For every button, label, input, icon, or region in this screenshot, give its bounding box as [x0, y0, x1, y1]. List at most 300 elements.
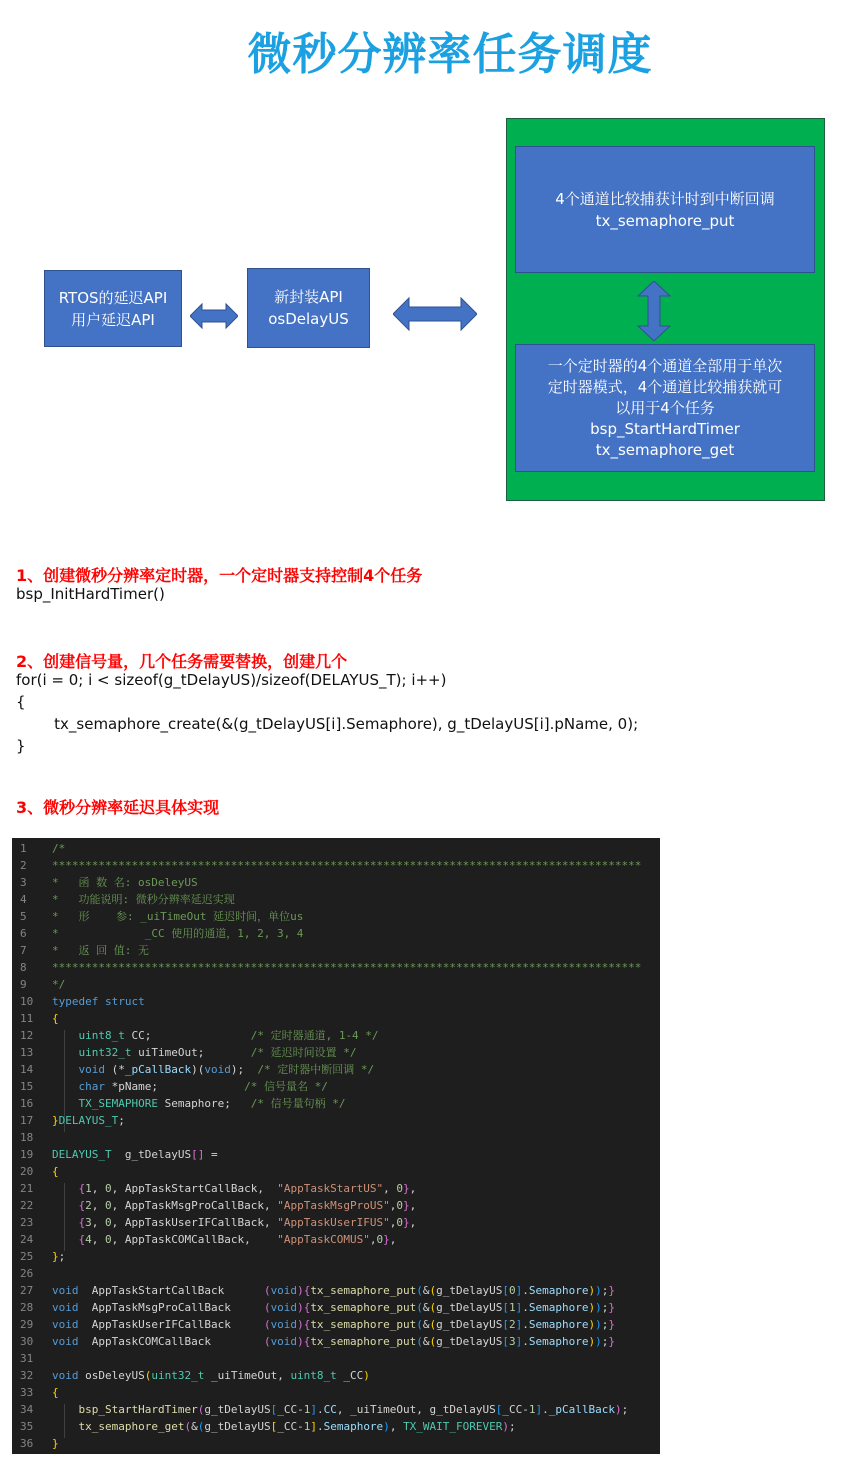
code-token — [52, 1080, 79, 1093]
code-token: bsp_StartHardTimer — [78, 1403, 198, 1416]
line-number: 14 — [20, 1063, 34, 1076]
code-text — [52, 976, 65, 993]
code-token: void — [78, 1063, 105, 1076]
code-token: . — [522, 1301, 529, 1314]
page-title: 微秒分辨率任务调度 — [247, 29, 653, 80]
code-token: ; — [601, 1335, 609, 1348]
code-text — [52, 1384, 59, 1401]
code-text — [52, 891, 235, 908]
code-token: ( — [197, 1420, 205, 1433]
new-api-line1: 新封装API — [274, 288, 343, 306]
code-token: } — [52, 1250, 59, 1263]
code-token: { — [78, 1233, 86, 1246]
code-token: , — [409, 1182, 417, 1195]
code-token: _uiTimeOut, — [204, 1369, 291, 1382]
code-token — [52, 1199, 79, 1212]
code-token: 0 — [396, 1182, 404, 1195]
line-number: 28 — [20, 1301, 34, 1314]
section-2-code-line-4: } — [16, 737, 26, 755]
code-text — [52, 1095, 345, 1112]
code-token: )( — [191, 1063, 205, 1076]
code-token: , — [389, 1199, 397, 1212]
code-token: ( — [416, 1301, 423, 1314]
code-token: ( — [263, 1284, 271, 1297]
code-line — [12, 1180, 660, 1197]
code-text — [52, 1078, 328, 1095]
line-number: 36 — [20, 1437, 34, 1450]
code-token: /* 定时器中断回调 */ — [257, 1063, 375, 1076]
code-token: void — [204, 1063, 231, 1076]
code-token: . — [316, 1403, 324, 1416]
line-number: 23 — [20, 1216, 34, 1229]
code-token: [ — [495, 1403, 503, 1416]
timer-box-line4: bsp_StartHardTimer — [590, 419, 740, 438]
code-token: g_tDelayUS — [204, 1403, 271, 1416]
code-token: CC — [323, 1403, 337, 1416]
code-token: { — [78, 1182, 86, 1195]
code-text — [52, 1367, 370, 1384]
code-text — [52, 857, 641, 874]
code-token: ( — [184, 1420, 192, 1433]
code-token: [ — [502, 1301, 510, 1314]
code-line — [12, 1163, 660, 1180]
code-token: , — [389, 1233, 397, 1246]
code-token: . — [522, 1284, 529, 1297]
line-number: 2 — [20, 859, 27, 872]
code-token: , AppTaskStartCallBack, — [111, 1182, 278, 1195]
code-token: "AppTaskCOMUS" — [277, 1233, 370, 1246]
code-text — [52, 959, 641, 976]
code-token: g_tDelayUS — [204, 1420, 271, 1433]
code-token: ; — [58, 1250, 66, 1263]
code-token: void — [270, 1301, 298, 1314]
line-number: 10 — [20, 995, 34, 1008]
code-token: , AppTaskMsgProCallBack, — [111, 1199, 278, 1212]
code-token: _CC- — [277, 1403, 304, 1416]
code-token: , AppTaskCOMCallBack, — [111, 1233, 278, 1246]
line-number: 27 — [20, 1284, 34, 1297]
section-1-code-line: bsp_InitHardTimer() — [16, 585, 165, 603]
line-number: 3 — [20, 876, 27, 889]
code-token: ( — [429, 1335, 437, 1348]
code-line — [12, 1027, 660, 1044]
code-token: ) — [595, 1318, 602, 1331]
code-token: ) — [363, 1369, 370, 1382]
code-token: g_tDelayUS — [436, 1318, 503, 1331]
code-line — [12, 840, 660, 857]
code-text — [52, 1197, 416, 1214]
code-token: , — [91, 1182, 105, 1195]
code-token: 0 — [105, 1216, 112, 1229]
code-token: Semaphore — [528, 1318, 589, 1331]
line-number: 8 — [20, 961, 27, 974]
rtos-box-line2: 用户延迟API — [71, 310, 155, 329]
code-line — [12, 1367, 660, 1384]
code-token: } — [403, 1199, 410, 1212]
code-token — [52, 1046, 79, 1059]
code-token: , — [369, 1233, 377, 1246]
code-token — [52, 1063, 79, 1076]
line-number: 1 — [20, 842, 27, 855]
code-token: ) — [383, 1420, 390, 1433]
code-token — [52, 1403, 79, 1416]
rtos-box-line1: RTOS的延迟API — [58, 288, 168, 307]
code-token: tx_semaphore_put — [310, 1335, 417, 1348]
code-token: ); — [230, 1063, 258, 1076]
code-text — [52, 908, 303, 925]
code-token: [ — [502, 1284, 510, 1297]
line-number: 32 — [20, 1369, 34, 1382]
code-text — [52, 874, 198, 891]
code-token — [52, 1216, 79, 1229]
line-number: 7 — [20, 944, 27, 957]
line-number: 21 — [20, 1182, 34, 1195]
code-token: ; — [601, 1318, 609, 1331]
code-token: 4 — [85, 1233, 92, 1246]
code-token: g_tDelayUS — [436, 1301, 503, 1314]
line-number: 30 — [20, 1335, 34, 1348]
code-token: tx_semaphore_put — [310, 1284, 417, 1297]
double-arrow-vertical — [637, 281, 671, 341]
line-number: 24 — [20, 1233, 34, 1246]
code-token: TX_WAIT_FOREVER — [403, 1420, 503, 1433]
code-token: "AppTaskMsgProUS" — [277, 1199, 390, 1212]
code-token: ( — [416, 1284, 423, 1297]
code-token: } — [383, 1233, 390, 1246]
code-token: ) — [297, 1335, 304, 1348]
code-token: void — [52, 1318, 79, 1331]
code-text — [52, 1435, 59, 1452]
new-api-box — [247, 268, 370, 348]
code-token — [52, 1029, 79, 1042]
code-token: uint8_t — [78, 1029, 125, 1042]
code-token: , — [91, 1233, 105, 1246]
code-text — [52, 993, 145, 1010]
code-token: void — [52, 1284, 79, 1297]
line-number: 12 — [20, 1029, 34, 1042]
code-token: ] — [515, 1318, 523, 1331]
code-token: typedef struct — [52, 995, 145, 1008]
code-token: void — [270, 1284, 298, 1297]
code-token: void — [270, 1318, 298, 1331]
line-number: 16 — [20, 1097, 34, 1110]
code-token: uint8_t — [290, 1369, 337, 1382]
code-token: . — [522, 1318, 529, 1331]
code-token: 0 — [509, 1284, 516, 1297]
capture-box-line2: tx_semaphore_put — [595, 211, 735, 230]
section-3-heading: 3、微秒分辨率延迟具体实现 — [16, 798, 220, 817]
code-token: void — [52, 1301, 79, 1314]
code-token: TX_SEMAPHORE — [78, 1097, 158, 1110]
code-text — [52, 1061, 374, 1078]
code-line — [12, 942, 660, 959]
rtos-delay-api-box — [44, 270, 182, 347]
code-token: 0 — [396, 1216, 404, 1229]
code-token: ; — [509, 1420, 516, 1433]
capture-box-line1: 4个通道比较捕获计时到中断回调 — [555, 189, 775, 208]
code-token: "AppTaskStartUS" — [277, 1182, 384, 1195]
code-token: AppTaskStartCallBack — [78, 1284, 264, 1297]
code-token: Semaphore — [528, 1335, 589, 1348]
code-token: ; — [601, 1301, 609, 1314]
code-line — [12, 1112, 660, 1129]
section-1-heading: 1、创建微秒分辨率定时器，一个定时器支持控制4个任务 — [16, 566, 423, 585]
code-text — [52, 925, 303, 942]
code-token: _CC- — [502, 1403, 529, 1416]
code-token: } — [403, 1182, 410, 1195]
code-token: 2 — [85, 1199, 92, 1212]
code-token: { — [303, 1335, 311, 1348]
code-line — [12, 891, 660, 908]
line-number: 19 — [20, 1148, 34, 1161]
code-token: void — [270, 1335, 298, 1348]
code-token: ) — [588, 1284, 596, 1297]
code-token: ) — [588, 1335, 596, 1348]
line-number: 31 — [20, 1352, 34, 1365]
code-token: ) — [297, 1301, 304, 1314]
code-token: ] — [515, 1301, 523, 1314]
line-number: 5 — [20, 910, 27, 923]
code-line — [12, 1010, 660, 1027]
code-token: AppTaskMsgProCallBack — [78, 1301, 264, 1314]
code-token: tx_semaphore_get — [78, 1420, 185, 1433]
timer-channels-box — [515, 344, 815, 472]
code-token: ] — [310, 1403, 317, 1416]
code-token: 2 — [509, 1318, 516, 1331]
code-token: & — [422, 1301, 430, 1314]
code-token: 3 — [509, 1335, 516, 1348]
code-text — [52, 1112, 125, 1129]
code-token: g_tDelayUS — [111, 1148, 192, 1161]
code-line — [12, 1350, 660, 1367]
code-token: g_tDelayUS — [436, 1335, 503, 1348]
code-text — [52, 1418, 516, 1435]
line-number: 11 — [20, 1012, 34, 1025]
code-token: , — [91, 1216, 105, 1229]
code-token: & — [422, 1284, 430, 1297]
code-token: ) — [588, 1318, 596, 1331]
timer-box-line3: 以用于4个任务 — [615, 398, 715, 417]
code-token: ( — [416, 1318, 423, 1331]
code-token: _CC — [336, 1369, 364, 1382]
code-token: } — [608, 1301, 615, 1314]
code-token: _pCallBack — [548, 1403, 616, 1416]
code-line — [12, 925, 660, 942]
code-line — [12, 1333, 660, 1350]
code-line — [12, 1265, 660, 1282]
code-token: "AppTaskUserIFUS" — [277, 1216, 390, 1229]
code-token: 0 — [105, 1182, 112, 1195]
code-token: Semaphore — [528, 1301, 589, 1314]
code-line — [12, 1078, 660, 1095]
code-token: ; — [118, 1114, 125, 1127]
code-token: { — [78, 1216, 86, 1229]
code-token: Semaphore — [323, 1420, 384, 1433]
code-token: Semaphore; — [157, 1097, 251, 1110]
code-token: { — [52, 1386, 59, 1399]
code-text — [52, 1248, 65, 1265]
code-line — [12, 1044, 660, 1061]
code-token: /* 信号量句柄 */ — [250, 1097, 346, 1110]
code-line — [12, 908, 660, 925]
code-line — [12, 1435, 660, 1452]
code-token: [ — [270, 1420, 278, 1433]
code-token: ( — [263, 1301, 271, 1314]
code-text — [52, 1027, 379, 1044]
code-line — [12, 1401, 660, 1418]
code-token: ***************************************************************************************** — [52, 961, 642, 974]
code-text — [52, 840, 65, 857]
code-token: ( — [429, 1284, 437, 1297]
section-2-code-line-2: { — [16, 693, 26, 711]
code-token: } — [52, 1114, 59, 1127]
code-token: & — [422, 1318, 430, 1331]
code-line — [12, 1282, 660, 1299]
code-text — [52, 1401, 628, 1418]
code-line — [12, 1129, 660, 1146]
code-line — [12, 1146, 660, 1163]
timer-box-line1: 一个定时器的4个通道全部用于单次 — [547, 356, 783, 375]
code-token: CC; — [124, 1029, 251, 1042]
line-number: 9 — [20, 978, 27, 991]
code-token: ] — [515, 1335, 523, 1348]
code-text — [52, 1010, 59, 1027]
line-number: 26 — [20, 1267, 34, 1280]
code-line — [12, 993, 660, 1010]
code-token: * 返 回 值: 无 — [52, 944, 149, 957]
code-token: uint32_t — [151, 1369, 205, 1382]
code-token: [ — [270, 1403, 278, 1416]
code-token: ) — [615, 1403, 622, 1416]
code-token: tx_semaphore_put — [310, 1301, 417, 1314]
code-token: { — [303, 1301, 311, 1314]
code-line — [12, 1248, 660, 1265]
code-token: uiTimeOut; — [131, 1046, 251, 1059]
code-token: osDeleyUS — [78, 1369, 145, 1382]
code-token: /* 定时器通道, 1-4 */ — [250, 1029, 379, 1042]
line-number: 20 — [20, 1165, 34, 1178]
code-token: } — [608, 1335, 615, 1348]
code-token: ( — [263, 1335, 271, 1348]
code-text — [52, 1214, 416, 1231]
code-text — [52, 1044, 356, 1061]
code-token: char — [78, 1080, 105, 1093]
code-token: ; — [621, 1403, 629, 1416]
code-text — [52, 1146, 218, 1163]
code-token: DELAYUS_T — [58, 1114, 119, 1127]
code-token: ( — [144, 1369, 152, 1382]
code-token: 3 — [85, 1216, 92, 1229]
line-number: 25 — [20, 1250, 34, 1263]
code-line — [12, 959, 660, 976]
code-text — [52, 1180, 416, 1197]
code-token: ) — [595, 1301, 602, 1314]
code-text — [52, 1316, 615, 1333]
code-token: } — [608, 1284, 615, 1297]
code-token: g_tDelayUS — [436, 1284, 503, 1297]
code-line — [12, 1299, 660, 1316]
code-token: . — [522, 1335, 529, 1348]
code-token: 0 — [376, 1233, 384, 1246]
code-token: , — [409, 1216, 417, 1229]
code-token: 1 — [303, 1403, 311, 1416]
code-token: & — [422, 1335, 430, 1348]
code-line — [12, 1214, 660, 1231]
code-token: 0 — [105, 1233, 112, 1246]
code-token: AppTaskCOMCallBack — [78, 1335, 264, 1348]
code-line — [12, 1384, 660, 1401]
code-token: } — [52, 1437, 59, 1450]
code-token: /* — [52, 842, 66, 855]
code-token: DELAYUS_T — [52, 1148, 112, 1161]
code-token: * 形 参: _uiTimeOut 延迟时间，单位us — [52, 910, 304, 923]
code-token: AppTaskUserIFCallBack — [78, 1318, 264, 1331]
code-token: ) — [588, 1301, 596, 1314]
code-token: } — [608, 1318, 615, 1331]
code-text — [52, 942, 149, 959]
code-token: * 功能说明: 微秒分辨率延迟实现 — [52, 893, 235, 906]
line-number: 33 — [20, 1386, 34, 1399]
code-token: [ — [502, 1318, 510, 1331]
code-token: = — [204, 1148, 218, 1161]
double-arrow-horizontal-small — [190, 302, 238, 330]
code-text — [52, 1282, 615, 1299]
line-number: 29 — [20, 1318, 34, 1331]
code-token: 1 — [509, 1301, 516, 1314]
code-token: /* 延迟时间设置 */ — [250, 1046, 357, 1059]
code-token: , — [409, 1199, 417, 1212]
code-line — [12, 1418, 660, 1435]
line-number: 6 — [20, 927, 27, 940]
code-line — [12, 976, 660, 993]
code-text — [52, 1333, 615, 1350]
timer-box-line5: tx_semaphore_get — [595, 440, 735, 459]
new-api-line2: osDelayUS — [268, 310, 349, 328]
code-token: * 函 数 名: osDeleyUS — [52, 876, 198, 889]
code-line — [12, 874, 660, 891]
code-token: 1 — [528, 1403, 536, 1416]
code-token: ] — [515, 1284, 523, 1297]
code-token — [52, 1182, 79, 1195]
line-number: 35 — [20, 1420, 34, 1433]
line-number: 15 — [20, 1080, 34, 1093]
code-token: ] — [535, 1403, 543, 1416]
code-text — [52, 1299, 615, 1316]
code-line — [12, 1061, 660, 1078]
code-token: 1 — [303, 1420, 311, 1433]
code-token: ***************************************************************************************** — [52, 859, 642, 872]
code-token — [52, 1097, 79, 1110]
code-editor-screenshot — [12, 838, 660, 1454]
code-token: ) — [297, 1318, 304, 1331]
code-token: * _CC 使用的通道，1, 2, 3, 4 — [52, 927, 304, 940]
code-token: . — [542, 1403, 549, 1416]
code-token: _CC- — [277, 1420, 304, 1433]
code-line — [12, 1231, 660, 1248]
code-token: } — [403, 1216, 410, 1229]
code-token: _pCallBack — [124, 1063, 192, 1076]
double-arrow-horizontal-large — [393, 296, 477, 332]
code-token: , — [389, 1216, 397, 1229]
code-token: , _uiTimeOut, g_tDelayUS — [336, 1403, 496, 1416]
section-2-code-line-1: for(i = 0; i < sizeof(g_tDelayUS)/sizeof(DELAYUS_T); i++) — [16, 671, 447, 689]
code-text — [52, 1163, 59, 1180]
code-token: { — [303, 1318, 311, 1331]
line-number: 17 — [20, 1114, 34, 1127]
code-token: { — [52, 1165, 59, 1178]
code-token: . — [316, 1420, 324, 1433]
code-token: *pName; — [105, 1080, 245, 1093]
